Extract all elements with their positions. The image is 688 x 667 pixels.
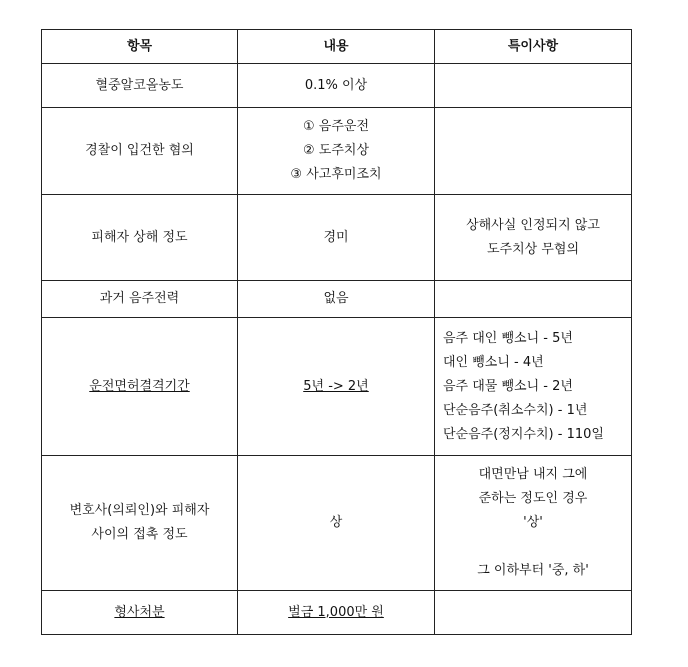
note-line: 음주 대물 뺑소니 - 2년 xyxy=(443,378,573,394)
table-row-charges xyxy=(42,108,632,195)
charge-3: ③ 사고후미조치 xyxy=(290,167,382,182)
note-line: 단순음주(취소수치) - 1년 xyxy=(443,402,588,418)
note-line: 단순음주(정지수치) - 110일 xyxy=(443,426,604,442)
cell-content: 벌금 1,000만 원 xyxy=(238,591,435,635)
header-content: 내용 xyxy=(238,30,435,64)
table-header-row xyxy=(42,30,632,64)
note-line: 그 이하부터 '중, 하' xyxy=(477,563,589,578)
cell-note xyxy=(435,456,632,591)
case-summary-table xyxy=(41,29,632,635)
header-item: 항목 xyxy=(42,30,238,64)
cell-note xyxy=(435,591,632,635)
note-spacer xyxy=(439,535,627,559)
cell-item: 과거 음주전력 xyxy=(42,281,238,318)
cell-item: 형사처분 xyxy=(42,591,238,635)
cell-content: 상 xyxy=(238,456,435,591)
cell-item: 혈중알코올농도 xyxy=(42,64,238,108)
cell-content: 0.1% 이상 xyxy=(238,64,435,108)
cell-content: 없음 xyxy=(238,281,435,318)
note-line: 상해사실 인정되지 않고 xyxy=(466,217,600,233)
cell-item: 피해자 상해 정도 xyxy=(42,195,238,281)
header-note: 특이사항 xyxy=(435,30,632,64)
table-row-blood-alcohol xyxy=(42,64,632,108)
note-line: 준하는 정도인 경우 xyxy=(478,491,588,506)
cell-content: 경미 xyxy=(238,195,435,281)
cell-note xyxy=(435,64,632,108)
cell-content: 5년 -> 2년 xyxy=(238,318,435,456)
item-line: 사이의 접촉 정도 xyxy=(91,527,188,542)
table-row-victim-injury xyxy=(42,195,632,281)
note-line: 도주치상 무혐의 xyxy=(486,241,580,257)
cell-item: 경찰이 입건한 혐의 xyxy=(42,108,238,195)
note-line: '상' xyxy=(523,515,543,530)
note-line: 음주 대인 뺑소니 - 5년 xyxy=(443,330,573,346)
cell-note xyxy=(435,195,632,281)
cell-note xyxy=(435,281,632,318)
charge-2: ② 도주치상 xyxy=(302,143,370,158)
cell-content xyxy=(238,108,435,195)
cell-note xyxy=(435,318,632,456)
note-line: 대면만남 내지 그에 xyxy=(478,467,588,482)
item-line: 변호사(의뢰인)와 피해자 xyxy=(69,503,210,518)
table-row-license-period xyxy=(42,318,632,456)
note-line: 대인 뺑소니 - 4년 xyxy=(443,354,544,370)
table-row-prior-record xyxy=(42,281,632,318)
cell-note xyxy=(435,108,632,195)
charge-1: ① 음주운전 xyxy=(302,119,370,134)
table-row-contact-level xyxy=(42,456,632,591)
table-row-criminal-disposition xyxy=(42,591,632,635)
cell-item: 운전면허결격기간 xyxy=(42,318,238,456)
cell-item xyxy=(42,456,238,591)
